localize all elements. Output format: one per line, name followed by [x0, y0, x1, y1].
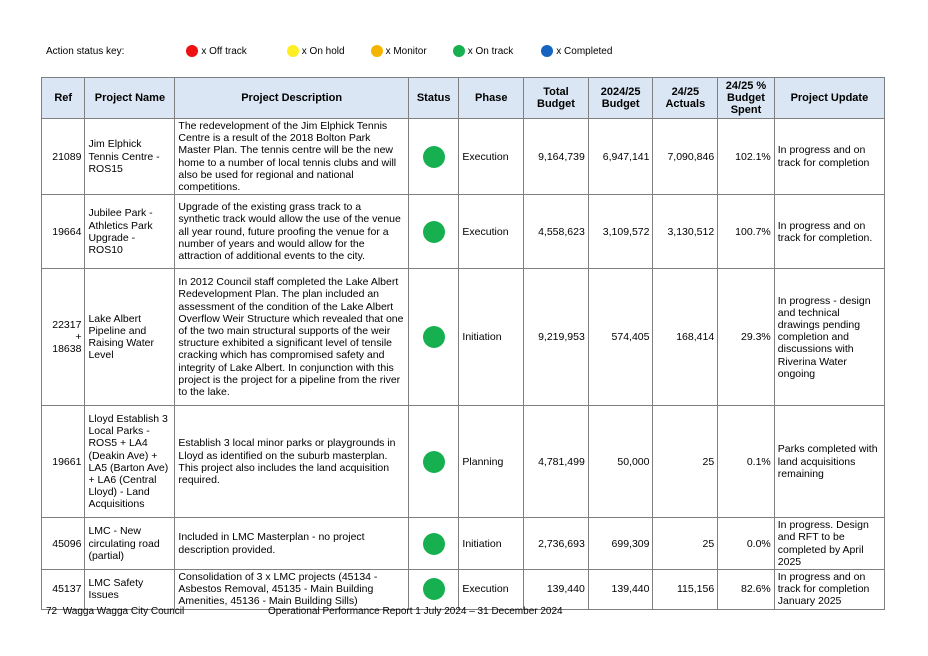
status-green-dot-icon [423, 221, 445, 243]
cell-24-25-actuals: 25 [653, 518, 718, 570]
col-header-project-name: Project Name [85, 78, 175, 119]
cell-24-25-actuals: 115,156 [653, 570, 718, 610]
cell-project-update: In progress - design and technical drawings pending completion and discussions with Riverina Water ongoing [774, 269, 884, 406]
cell-24-25-actuals: 7,090,846 [653, 119, 718, 195]
status-green-dot-icon [423, 326, 445, 348]
cell-budget-spent: 29.3% [718, 269, 775, 406]
cell-project-name: LMC Safety Issues [85, 570, 175, 610]
cell-2024-25-budget: 574,405 [588, 269, 653, 406]
cell-24-25-actuals: 25 [653, 406, 718, 518]
key-item-on-track [453, 45, 514, 57]
cell-status [408, 269, 459, 406]
key-item-on-hold [287, 45, 345, 57]
cell-project-description: In 2012 Council staff completed the Lake Albert Redevelopment Plan. The plan included an assessment of the condition of the Lake Albert Overflow Weir Structure which revealed that one of the two main structural supports of the weir structure exhibited a significant level of tensile cracking which has compromised safety and integrity of Lake Albert. In conjunction with this project is the project for a pipeline from the river to the lake. [175, 269, 408, 406]
council-name: Wagga Wagga City Council [62, 606, 185, 617]
status-green-dot-icon [423, 578, 445, 600]
cell-total-budget: 139,440 [524, 570, 589, 610]
status-green-dot-icon [423, 533, 445, 555]
projects-table [41, 77, 885, 610]
cell-status [408, 119, 459, 195]
table-row [42, 570, 885, 610]
key-label: x Completed [556, 45, 613, 57]
cell-2024-25-budget: 50,000 [588, 406, 653, 518]
cell-2024-25-budget: 3,109,572 [588, 195, 653, 269]
cell-phase: Initiation [459, 269, 524, 406]
col-header-project-update: Project Update [774, 78, 884, 119]
table-header-row [42, 78, 885, 119]
cell-phase: Execution [459, 570, 524, 610]
col-header-total-budget: Total Budget [524, 78, 589, 119]
cell-2024-25-budget: 699,309 [588, 518, 653, 570]
yellow-dot-icon [287, 45, 299, 57]
amber-dot-icon [371, 45, 383, 57]
key-label: x On track [467, 45, 514, 57]
cell-project-name: Lloyd Establish 3 Local Parks - ROS5 + LA4 (Deakin Ave) + LA5 (Barton Ave) + LA6 (Central Lloyd) - Land Acquisitions [85, 406, 175, 518]
status-green-dot-icon [423, 146, 445, 168]
cell-24-25-actuals: 3,130,512 [653, 195, 718, 269]
cell-project-name: Jubilee Park - Athletics Park Upgrade - ROS10 [85, 195, 175, 269]
page-number: 72 [46, 606, 58, 617]
cell-project-name: Jim Elphick Tennis Centre - ROS15 [85, 119, 175, 195]
table-row [42, 119, 885, 195]
cell-budget-spent: 100.7% [718, 195, 775, 269]
cell-ref: 19664 [42, 195, 85, 269]
cell-project-update: In progress and on track for completion January 2025 [774, 570, 884, 610]
col-header-status: Status [408, 78, 459, 119]
cell-2024-25-budget: 139,440 [588, 570, 653, 610]
cell-ref: 45096 [42, 518, 85, 570]
key-label: x On hold [301, 45, 345, 57]
cell-phase: Initiation [459, 518, 524, 570]
cell-phase: Execution [459, 119, 524, 195]
cell-project-name: LMC - New circulating road (partial) [85, 518, 175, 570]
cell-project-description: Consolidation of 3 x LMC projects (45134 - Asbestos Removal, 45135 - Main Building Amenities, 45136 - Main Building Sills) [175, 570, 408, 610]
cell-status [408, 570, 459, 610]
status-green-dot-icon [423, 451, 445, 473]
cell-total-budget: 4,558,623 [524, 195, 589, 269]
key-title: Action status key: [46, 45, 125, 57]
col-header-24-25-actuals: 24/25 Actuals [653, 78, 718, 119]
green-dot-icon [453, 45, 465, 57]
key-item-monitor [371, 45, 427, 57]
cell-24-25-actuals: 168,414 [653, 269, 718, 406]
cell-project-description: The redevelopment of the Jim Elphick Tennis Centre is a result of the 2018 Bolton Park Master Plan. The tennis centre will be the new home to a number of local tennis clubs and will also be used for regional and national competitions. [175, 119, 408, 195]
footer-left [46, 606, 184, 617]
col-header-phase: Phase [459, 78, 524, 119]
cell-ref: 45137 [42, 570, 85, 610]
table-row [42, 269, 885, 406]
cell-status [408, 195, 459, 269]
table-row [42, 195, 885, 269]
cell-project-update: In progress and on track for completion [774, 119, 884, 195]
cell-total-budget: 9,219,953 [524, 269, 589, 406]
cell-project-update: In progress. Design and RFT to be completed by April 2025 [774, 518, 884, 570]
cell-budget-spent: 82.6% [718, 570, 775, 610]
cell-ref: 19661 [42, 406, 85, 518]
red-dot-icon [186, 45, 198, 57]
action-status-key [46, 44, 630, 58]
cell-status [408, 406, 459, 518]
table-row [42, 518, 885, 570]
cell-status [408, 518, 459, 570]
key-label: x Monitor [385, 45, 427, 57]
col-header-project-description: Project Description [175, 78, 408, 119]
cell-project-update: Parks completed with land acquisitions remaining [774, 406, 884, 518]
col-header-2024-25-budget: 2024/25 Budget [588, 78, 653, 119]
cell-budget-spent: 102.1% [718, 119, 775, 195]
col-header-budget-spent: 24/25 % Budget Spent [718, 78, 775, 119]
table-row [42, 406, 885, 518]
cell-project-name: Lake Albert Pipeline and Raising Water Level [85, 269, 175, 406]
cell-budget-spent: 0.1% [718, 406, 775, 518]
key-item-completed [541, 45, 612, 57]
cell-total-budget: 9,164,739 [524, 119, 589, 195]
cell-project-update: In progress and on track for completion. [774, 195, 884, 269]
cell-project-description: Included in LMC Masterplan - no project description provided. [175, 518, 408, 570]
col-header-ref: Ref [42, 78, 85, 119]
cell-phase: Execution [459, 195, 524, 269]
cell-project-description: Establish 3 local minor parks or playgrounds in Lloyd as identified on the suburb masterplan. This project also includes the land acquisition required. [175, 406, 408, 518]
key-item-off-track [186, 45, 246, 57]
cell-project-description: Upgrade of the existing grass track to a synthetic track would allow the use of the venue all year round, future proofing the venue for a number of years and would allow for the attraction of additional events to the city. [175, 195, 408, 269]
cell-ref: 21089 [42, 119, 85, 195]
blue-dot-icon [541, 45, 553, 57]
cell-budget-spent: 0.0% [718, 518, 775, 570]
cell-2024-25-budget: 6,947,141 [588, 119, 653, 195]
cell-phase: Planning [459, 406, 524, 518]
report-title: Operational Performance Report 1 July 2024 – 31 December 2024 [268, 606, 563, 617]
key-label: x Off track [201, 45, 247, 57]
cell-ref: 22317 + 18638 [42, 269, 85, 406]
cell-total-budget: 2,736,693 [524, 518, 589, 570]
cell-total-budget: 4,781,499 [524, 406, 589, 518]
